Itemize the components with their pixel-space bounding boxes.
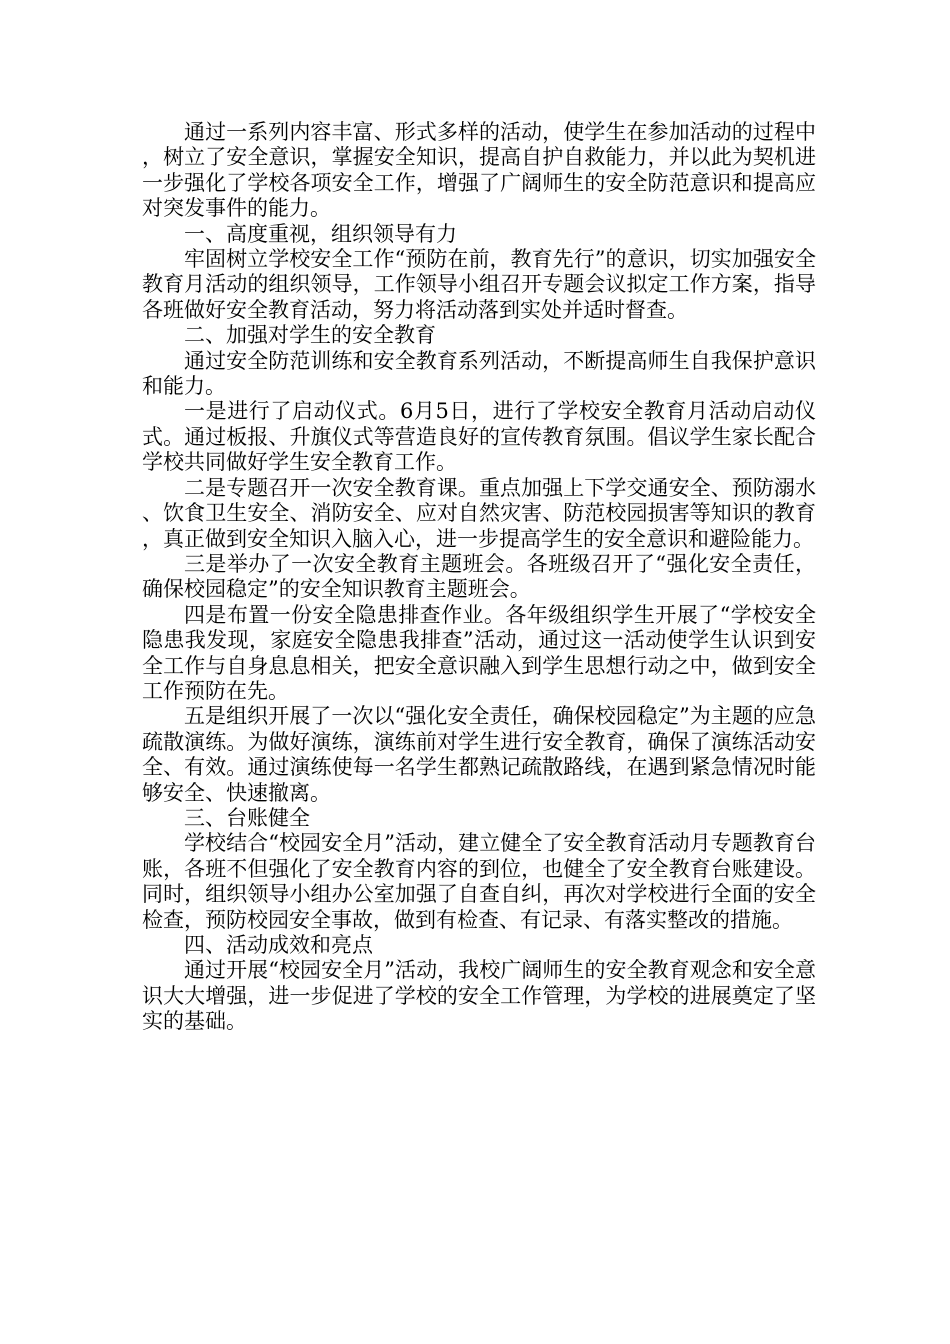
- section-2-item-3-paragraph: 三是举办了一次安全教育主题班会。各班级召开了“强化安全责任，确保校园稳定”的安全知识教育主题班会。: [142, 551, 816, 602]
- section-4-paragraph: 通过开展“校园安全月”活动，我校广阔师生的安全教育观念和安全意识大大增强，进一步促进了学校的安全工作管理，为学校的进展奠定了坚实的基础。: [142, 958, 816, 1034]
- intro-paragraph: 通过一系列内容丰富、形式多样的活动，使学生在参加活动的过程中，树立了安全意识，掌握安全知识，提高自护自救能力，并以此为契机进一步强化了学校各项安全工作，增强了广阔师生的安全防范意识和提高应对突发事件的能力。: [142, 120, 816, 221]
- section-heading-1: 一、高度重视，组织领导有力: [184, 221, 457, 246]
- section-2-intro-paragraph: 通过安全防范训练和安全教育系列活动，不断提高师生自我保护意识和能力。: [142, 348, 816, 399]
- section-2-item-2-paragraph: 二是专题召开一次安全教育课。重点加强上下学交通安全、预防溺水、饮食卫生安全、消防安全、应对自然灾害、防范校园损害等知识的教育，真正做到安全知识入脑入心，进一步提高学生的安全意识和避险能力。: [142, 475, 816, 551]
- section-heading-3: 三、台账健全: [184, 805, 310, 830]
- section-heading-4: 四、活动成效和亮点: [184, 933, 373, 957]
- document-body: [142, 120, 816, 1035]
- section-2-item-1-paragraph: 一是进行了启动仪式。6月5日，进行了学校安全教育月活动启动仪式。通过板报、升旗仪式等营造良好的宣传教育氛围。倡议学生家长配合学校共同做好学生安全教育工作。: [142, 399, 816, 475]
- section-heading-2: 二、加强对学生的安全教育: [184, 323, 436, 348]
- section-3-paragraph: 学校结合“校园安全月”活动，建立健全了安全教育活动月专题教育台账，各班不但强化了安全教育内容的到位，也健全了安全教育台账建设。同时，组织领导小组办公室加强了自查自纠，再次对学校进行全面的安全检查，预防校园安全事故，做到有检查、有记录、有落实整改的措施。: [142, 831, 816, 932]
- section-1-paragraph: 牢固树立学校安全工作“预防在前，教育先行”的意识，切实加强安全教育月活动的组织领导，工作领导小组召开专题会议拟定工作方案，指导各班做好安全教育活动，努力将活动落到实处并适时督查。: [142, 247, 816, 322]
- section-2-item-4-paragraph: 四是布置一份安全隐患排查作业。各年级组织学生开展了“学校安全隐患我发现，家庭安全隐患我排查”活动，通过这一活动使学生认识到安全工作与自身息息相关，把安全意识融入到学生思想行动之中，做到安全工作预防在先。: [142, 602, 816, 703]
- section-2-item-5-paragraph: 五是组织开展了一次以“强化安全责任，确保校园稳定”为主题的应急疏散演练。为做好演练，演练前对学生进行安全教育，确保了演练活动安全、有效。通过演练使每一名学生都熟记疏散路线，在遇到紧急情况时能够安全、快速撤离。: [142, 704, 816, 805]
